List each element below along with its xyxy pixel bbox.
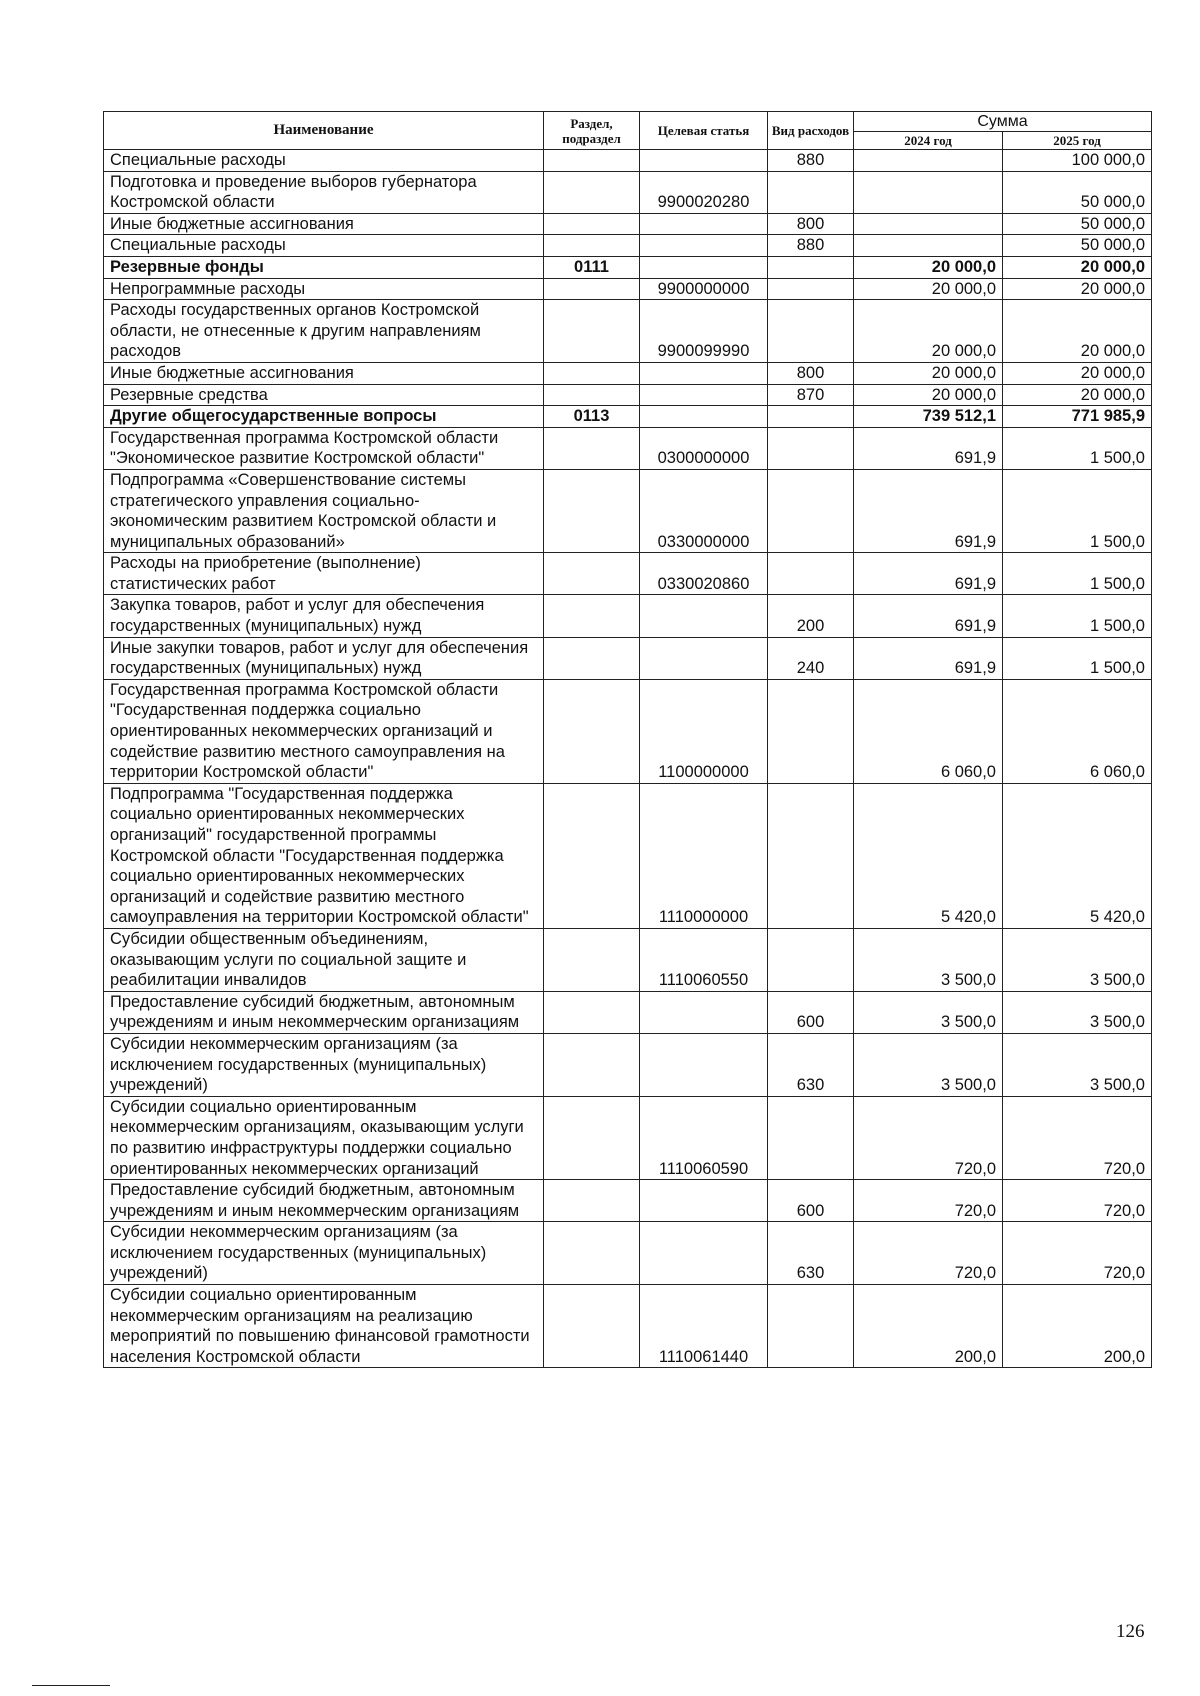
row-name-cell: Специальные расходы bbox=[104, 150, 544, 172]
row-2024-cell bbox=[854, 171, 1003, 213]
row-kind-cell: 870 bbox=[768, 384, 854, 406]
row-section-cell bbox=[544, 1033, 640, 1096]
row-2024-cell: 20 000,0 bbox=[854, 300, 1003, 363]
row-kind-cell: 800 bbox=[768, 362, 854, 384]
row-name-cell: Подготовка и проведение выборов губернатора Костромской области bbox=[104, 171, 544, 213]
row-2024-cell: 20 000,0 bbox=[854, 384, 1003, 406]
row-name-cell: Иные бюджетные ассигнования bbox=[104, 362, 544, 384]
row-target-cell bbox=[640, 213, 768, 235]
row-2024-cell: 200,0 bbox=[854, 1285, 1003, 1368]
row-kind-cell bbox=[768, 469, 854, 552]
row-name-cell: Подпрограмма «Совершенствование системы стратегического управления социально-экономическим развитием Костромской области и муниципальных образований» bbox=[104, 469, 544, 552]
row-2025-cell: 1 500,0 bbox=[1003, 553, 1152, 595]
row-target-cell bbox=[640, 1222, 768, 1285]
table-row bbox=[104, 1096, 1152, 1179]
row-section-cell: 0113 bbox=[544, 406, 640, 428]
row-section-cell bbox=[544, 300, 640, 363]
row-name-cell: Иные бюджетные ассигнования bbox=[104, 213, 544, 235]
row-2025-cell: 50 000,0 bbox=[1003, 213, 1152, 235]
header-name: Наименование bbox=[104, 112, 544, 150]
table-row bbox=[104, 213, 1152, 235]
row-kind-cell: 600 bbox=[768, 1180, 854, 1222]
row-2024-cell: 691,9 bbox=[854, 469, 1003, 552]
row-2025-cell: 720,0 bbox=[1003, 1096, 1152, 1179]
row-section-cell bbox=[544, 595, 640, 637]
row-2025-cell: 50 000,0 bbox=[1003, 171, 1152, 213]
row-name-cell: Субсидии некоммерческим организациям (за исключением государственных (муниципальных) учреждений) bbox=[104, 1033, 544, 1096]
row-kind-cell: 240 bbox=[768, 637, 854, 679]
table-row bbox=[104, 256, 1152, 278]
row-name-cell: Субсидии социально ориентированным некоммерческим организациям на реализацию мероприятий по повышению финансовой грамотности населения Костромской области bbox=[104, 1285, 544, 1368]
row-kind-cell bbox=[768, 300, 854, 363]
row-2024-cell: 720,0 bbox=[854, 1222, 1003, 1285]
table-row bbox=[104, 469, 1152, 552]
row-kind-cell: 800 bbox=[768, 213, 854, 235]
row-2025-cell: 20 000,0 bbox=[1003, 384, 1152, 406]
row-name-cell: Непрограммные расходы bbox=[104, 278, 544, 300]
row-name-cell: Предоставление субсидий бюджетным, автономным учреждениям и иным некоммерческим организациям bbox=[104, 991, 544, 1033]
row-target-cell bbox=[640, 595, 768, 637]
table-row bbox=[104, 278, 1152, 300]
table-row bbox=[104, 1033, 1152, 1096]
row-2025-cell: 20 000,0 bbox=[1003, 362, 1152, 384]
row-kind-cell bbox=[768, 427, 854, 469]
row-section-cell bbox=[544, 637, 640, 679]
row-target-cell bbox=[640, 362, 768, 384]
row-kind-cell bbox=[768, 679, 854, 783]
row-2024-cell: 720,0 bbox=[854, 1180, 1003, 1222]
row-section-cell bbox=[544, 1096, 640, 1179]
row-section-cell bbox=[544, 235, 640, 257]
budget-table bbox=[103, 111, 1152, 1368]
table-row bbox=[104, 991, 1152, 1033]
page-number: 126 bbox=[1116, 1621, 1145, 1642]
row-section-cell bbox=[544, 928, 640, 991]
row-section-cell bbox=[544, 1180, 640, 1222]
row-kind-cell bbox=[768, 928, 854, 991]
row-2024-cell bbox=[854, 213, 1003, 235]
row-target-cell bbox=[640, 1033, 768, 1096]
row-2025-cell: 50 000,0 bbox=[1003, 235, 1152, 257]
table-row bbox=[104, 553, 1152, 595]
header-year-2025: 2025 год bbox=[1003, 132, 1152, 150]
row-target-cell: 1110000000 bbox=[640, 783, 768, 928]
row-name-cell: Резервные средства bbox=[104, 384, 544, 406]
row-kind-cell bbox=[768, 553, 854, 595]
row-target-cell: 1110060590 bbox=[640, 1096, 768, 1179]
row-2024-cell: 6 060,0 bbox=[854, 679, 1003, 783]
row-kind-cell: 630 bbox=[768, 1222, 854, 1285]
header-sum: Сумма bbox=[854, 112, 1152, 132]
row-2025-cell: 3 500,0 bbox=[1003, 1033, 1152, 1096]
table-body bbox=[104, 150, 1152, 1368]
table-row bbox=[104, 595, 1152, 637]
row-section-cell bbox=[544, 362, 640, 384]
row-2024-cell: 3 500,0 bbox=[854, 991, 1003, 1033]
row-target-cell: 0330020860 bbox=[640, 553, 768, 595]
row-2024-cell: 691,9 bbox=[854, 595, 1003, 637]
row-2024-cell: 3 500,0 bbox=[854, 928, 1003, 991]
row-2025-cell: 200,0 bbox=[1003, 1285, 1152, 1368]
row-target-cell bbox=[640, 384, 768, 406]
row-section-cell bbox=[544, 1285, 640, 1368]
row-name-cell: Субсидии некоммерческим организациям (за исключением государственных (муниципальных) учреждений) bbox=[104, 1222, 544, 1285]
header-kind: Вид расходов bbox=[768, 112, 854, 150]
row-kind-cell bbox=[768, 1285, 854, 1368]
row-section-cell bbox=[544, 469, 640, 552]
row-2024-cell bbox=[854, 235, 1003, 257]
row-name-cell: Резервные фонды bbox=[104, 256, 544, 278]
row-target-cell: 1100000000 bbox=[640, 679, 768, 783]
footer-rule bbox=[32, 1685, 110, 1686]
header-section: Раздел, подраздел bbox=[544, 112, 640, 150]
row-section-cell bbox=[544, 783, 640, 928]
row-2025-cell: 20 000,0 bbox=[1003, 278, 1152, 300]
row-name-cell: Подпрограмма "Государственная поддержка социально ориентированных некоммерческих организаций" государственной программы Костромской области "Государственная поддержка социально ориентированных некоммерческих организаций и содействие развитию местного самоуправления на территории Костромской области" bbox=[104, 783, 544, 928]
row-target-cell bbox=[640, 406, 768, 428]
row-kind-cell bbox=[768, 171, 854, 213]
row-2025-cell: 20 000,0 bbox=[1003, 300, 1152, 363]
row-2025-cell: 720,0 bbox=[1003, 1222, 1152, 1285]
header-target: Целевая статья bbox=[640, 112, 768, 150]
row-kind-cell bbox=[768, 783, 854, 928]
table-row bbox=[104, 427, 1152, 469]
row-2024-cell: 20 000,0 bbox=[854, 256, 1003, 278]
row-2024-cell: 691,9 bbox=[854, 427, 1003, 469]
row-target-cell: 0330000000 bbox=[640, 469, 768, 552]
row-name-cell: Закупка товаров, работ и услуг для обеспечения государственных (муниципальных) нужд bbox=[104, 595, 544, 637]
row-section-cell bbox=[544, 384, 640, 406]
row-2024-cell: 5 420,0 bbox=[854, 783, 1003, 928]
row-kind-cell: 880 bbox=[768, 150, 854, 172]
row-target-cell bbox=[640, 235, 768, 257]
table-row bbox=[104, 406, 1152, 428]
row-name-cell: Расходы на приобретение (выполнение) статистических работ bbox=[104, 553, 544, 595]
row-kind-cell bbox=[768, 1096, 854, 1179]
table-row bbox=[104, 300, 1152, 363]
row-section-cell bbox=[544, 150, 640, 172]
row-target-cell bbox=[640, 637, 768, 679]
row-kind-cell: 200 bbox=[768, 595, 854, 637]
row-section-cell bbox=[544, 171, 640, 213]
table-row bbox=[104, 384, 1152, 406]
table-row bbox=[104, 362, 1152, 384]
row-section-cell: 0111 bbox=[544, 256, 640, 278]
table-row bbox=[104, 679, 1152, 783]
row-name-cell: Субсидии общественным объединениям, оказывающим услуги по социальной защите и реабилитации инвалидов bbox=[104, 928, 544, 991]
row-2024-cell: 20 000,0 bbox=[854, 278, 1003, 300]
row-2024-cell: 691,9 bbox=[854, 553, 1003, 595]
row-2024-cell: 720,0 bbox=[854, 1096, 1003, 1179]
row-target-cell bbox=[640, 256, 768, 278]
row-target-cell bbox=[640, 991, 768, 1033]
row-2025-cell: 5 420,0 bbox=[1003, 783, 1152, 928]
row-2025-cell: 1 500,0 bbox=[1003, 469, 1152, 552]
row-2024-cell: 691,9 bbox=[854, 637, 1003, 679]
row-2025-cell: 1 500,0 bbox=[1003, 637, 1152, 679]
row-name-cell: Иные закупки товаров, работ и услуг для обеспечения государственных (муниципальных) нужд bbox=[104, 637, 544, 679]
row-kind-cell: 600 bbox=[768, 991, 854, 1033]
row-name-cell: Другие общегосударственные вопросы bbox=[104, 406, 544, 428]
row-target-cell bbox=[640, 150, 768, 172]
row-kind-cell bbox=[768, 278, 854, 300]
row-target-cell: 1110061440 bbox=[640, 1285, 768, 1368]
row-target-cell: 1110060550 bbox=[640, 928, 768, 991]
row-target-cell: 0300000000 bbox=[640, 427, 768, 469]
table-row bbox=[104, 235, 1152, 257]
table-row bbox=[104, 637, 1152, 679]
row-target-cell: 9900020280 bbox=[640, 171, 768, 213]
row-2024-cell bbox=[854, 150, 1003, 172]
row-kind-cell bbox=[768, 256, 854, 278]
row-2025-cell: 3 500,0 bbox=[1003, 928, 1152, 991]
table-row bbox=[104, 1222, 1152, 1285]
row-section-cell bbox=[544, 679, 640, 783]
row-section-cell bbox=[544, 427, 640, 469]
row-name-cell: Специальные расходы bbox=[104, 235, 544, 257]
table-row bbox=[104, 171, 1152, 213]
table-row bbox=[104, 1285, 1152, 1368]
row-target-cell: 9900099990 bbox=[640, 300, 768, 363]
row-name-cell: Субсидии социально ориентированным некоммерческим организациям, оказывающим услуги по развитию инфраструктуры поддержки социально ориентированных некоммерческих организаций bbox=[104, 1096, 544, 1179]
row-section-cell bbox=[544, 553, 640, 595]
row-section-cell bbox=[544, 278, 640, 300]
row-name-cell: Государственная программа Костромской области "Экономическое развитие Костромской области" bbox=[104, 427, 544, 469]
table-row bbox=[104, 1180, 1152, 1222]
row-2025-cell: 20 000,0 bbox=[1003, 256, 1152, 278]
row-kind-cell: 880 bbox=[768, 235, 854, 257]
row-2025-cell: 100 000,0 bbox=[1003, 150, 1152, 172]
row-name-cell: Расходы государственных органов Костромской области, не отнесенные к другим направлениям расходов bbox=[104, 300, 544, 363]
row-2025-cell: 771 985,9 bbox=[1003, 406, 1152, 428]
row-name-cell: Государственная программа Костромской области "Государственная поддержка социально ориентированных некоммерческих организаций и содействие развитию местного самоуправления на территории Костромской области" bbox=[104, 679, 544, 783]
table-row bbox=[104, 150, 1152, 172]
row-target-cell bbox=[640, 1180, 768, 1222]
row-2024-cell: 739 512,1 bbox=[854, 406, 1003, 428]
row-2024-cell: 3 500,0 bbox=[854, 1033, 1003, 1096]
row-2025-cell: 3 500,0 bbox=[1003, 991, 1152, 1033]
row-section-cell bbox=[544, 991, 640, 1033]
row-2025-cell: 1 500,0 bbox=[1003, 595, 1152, 637]
row-name-cell: Предоставление субсидий бюджетным, автономным учреждениям и иным некоммерческим организациям bbox=[104, 1180, 544, 1222]
row-kind-cell: 630 bbox=[768, 1033, 854, 1096]
row-kind-cell bbox=[768, 406, 854, 428]
row-2025-cell: 1 500,0 bbox=[1003, 427, 1152, 469]
row-2025-cell: 6 060,0 bbox=[1003, 679, 1152, 783]
table-header bbox=[104, 112, 1152, 150]
row-section-cell bbox=[544, 213, 640, 235]
header-year-2024: 2024 год bbox=[854, 132, 1003, 150]
row-section-cell bbox=[544, 1222, 640, 1285]
row-target-cell: 9900000000 bbox=[640, 278, 768, 300]
row-2024-cell: 20 000,0 bbox=[854, 362, 1003, 384]
table-row bbox=[104, 783, 1152, 928]
row-2025-cell: 720,0 bbox=[1003, 1180, 1152, 1222]
table-row bbox=[104, 928, 1152, 991]
